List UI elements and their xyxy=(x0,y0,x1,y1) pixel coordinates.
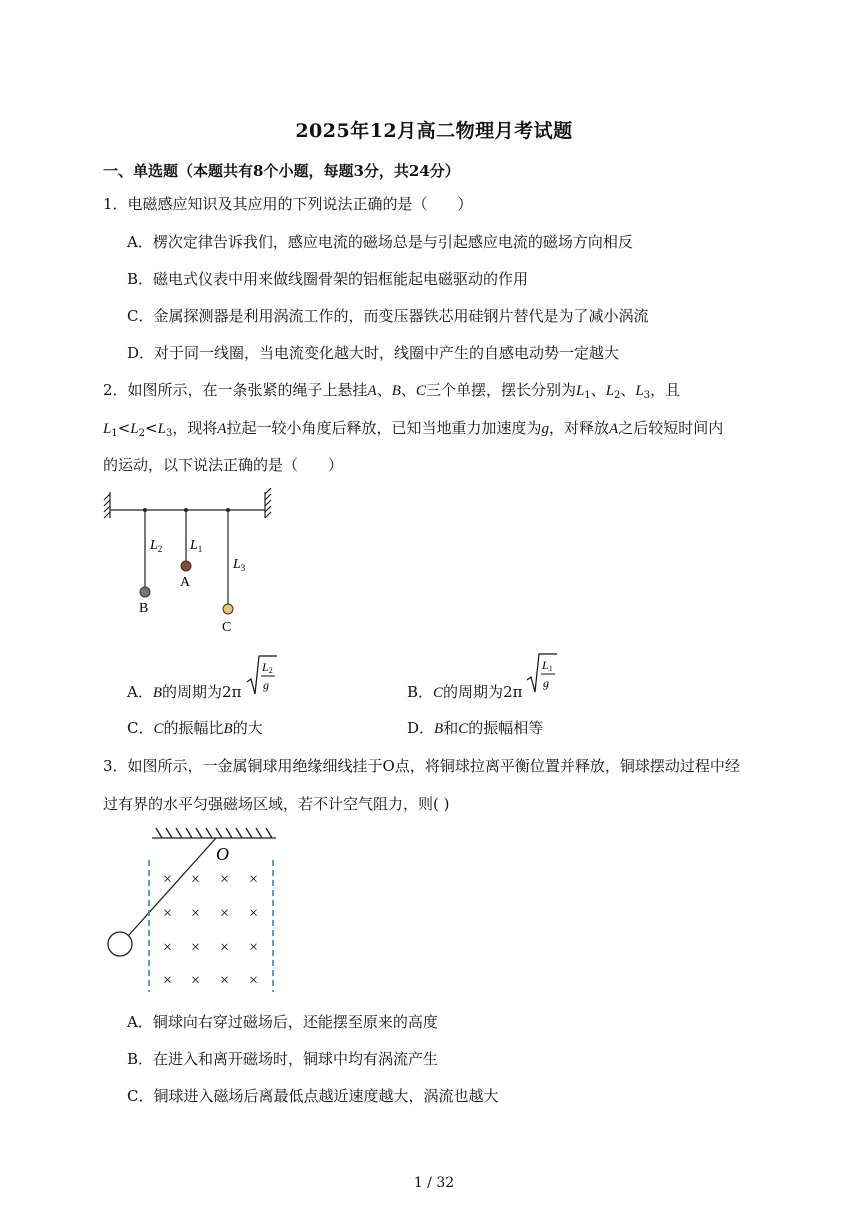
magnetic-field-figure xyxy=(100,822,285,997)
q2-stem-line2: $L_1<L_2<L_3$，现将A拉起一较小角度后释放，已知当地重力加速度为g，对释放A之后较短时间内 xyxy=(103,419,724,439)
field-cross-2-1: × xyxy=(191,939,201,956)
field-cross-0-1: × xyxy=(191,871,201,888)
bob-a xyxy=(181,561,191,571)
svg-text:O: O xyxy=(216,844,229,864)
svg-text:L2: $L_2$ xyxy=(150,538,163,554)
bob-c xyxy=(223,604,233,614)
svg-text:g: g xyxy=(263,678,269,692)
q3-stem-line2: 过有界的水平匀强磁场区域，若不计空气阻力，则( ) xyxy=(103,795,450,813)
q1-option-a: A．楞次定律告诉我们，感应电流的磁场总是与引起感应电流的磁场方向相反 xyxy=(127,233,633,251)
field-cross-1-3: × xyxy=(249,905,259,922)
page-title: 2025年12月高二物理月考试题 xyxy=(295,120,573,142)
field-cross-3-3: × xyxy=(249,972,259,989)
svg-text:B: B xyxy=(139,601,149,616)
svg-text:A: A xyxy=(180,575,191,590)
q3-option-a: A．铜球向右穿过磁场后，还能摆至原来的高度 xyxy=(127,1013,438,1031)
q3-stem-line1: 3．如图所示，一金属铜球用绝缘细线挂于O点，将铜球拉离平衡位置并释放，铜球摆动过程中经 xyxy=(103,757,740,775)
svg-text:C: C xyxy=(222,620,232,635)
q2-option-c: C．C的振幅比B的大 xyxy=(127,719,263,737)
q1-option-d: D．对于同一线圈，当电流变化越大时，线圈中产生的自感电动势一定越大 xyxy=(127,344,620,362)
q2-option-b: B．C的周期为2π xyxy=(407,683,523,701)
q1-option-c: C．金属探测器是利用涡流工作的，而变压器铁芯用硅钢片替代是为了减小涡流 xyxy=(127,307,649,325)
field-cross-0-0: × xyxy=(163,871,173,888)
q2-option-d: D．B和C的振幅相等 xyxy=(407,719,544,737)
field-cross-2-2: × xyxy=(220,939,230,956)
copper-ball xyxy=(108,932,132,956)
field-cross-2-0: × xyxy=(163,939,173,956)
q3-option-b: B．在进入和离开磁场时，铜球中均有涡流产生 xyxy=(127,1050,439,1068)
q3-option-c: C．铜球进入磁场后离最低点越近速度越大，涡流也越大 xyxy=(127,1087,499,1105)
field-cross-3-0: × xyxy=(163,972,173,989)
svg-text:L1: $L_1$ xyxy=(190,538,203,554)
sqrt-l2-over-g xyxy=(245,652,279,698)
pendulum-figure xyxy=(100,488,290,638)
page-number: 1 / 32 xyxy=(413,1175,455,1191)
q2-stem-line1: 2．如图所示，在一条张紧的绳子上悬挂A、B、C三个单摆，摆长分别为$L_1$、$L_2$、$L_3$，且 xyxy=(103,381,681,401)
q1-stem: 1．电磁感应知识及其应用的下列说法正确的是（ ） xyxy=(103,195,473,213)
field-cross-3-1: × xyxy=(191,972,201,989)
bob-b xyxy=(140,587,150,597)
field-cross-1-2: × xyxy=(220,905,230,922)
svg-text:L1: L1 xyxy=(542,658,553,673)
field-cross-1-1: × xyxy=(191,905,201,922)
svg-text:L2: L2 xyxy=(262,660,273,675)
q2-stem-line3: 的运动，以下说法正确的是（ ） xyxy=(103,456,344,474)
sqrt-l1-over-g xyxy=(525,650,559,696)
field-cross-2-3: × xyxy=(249,939,259,956)
q2-option-a: A．B的周期为2π xyxy=(127,683,242,701)
field-cross-3-2: × xyxy=(220,972,230,989)
section-heading: 一、单选题（本题共有8个小题，每题3分，共24分） xyxy=(103,162,460,180)
field-cross-0-3: × xyxy=(249,871,259,888)
svg-text:L3: $L_3$ xyxy=(233,557,246,573)
field-cross-1-0: × xyxy=(163,905,173,922)
field-cross-0-2: × xyxy=(220,871,230,888)
svg-text:g: g xyxy=(543,676,549,690)
q1-option-b: B．磁电式仪表中用来做线圈骨架的铝框能起电磁驱动的作用 xyxy=(127,270,529,288)
